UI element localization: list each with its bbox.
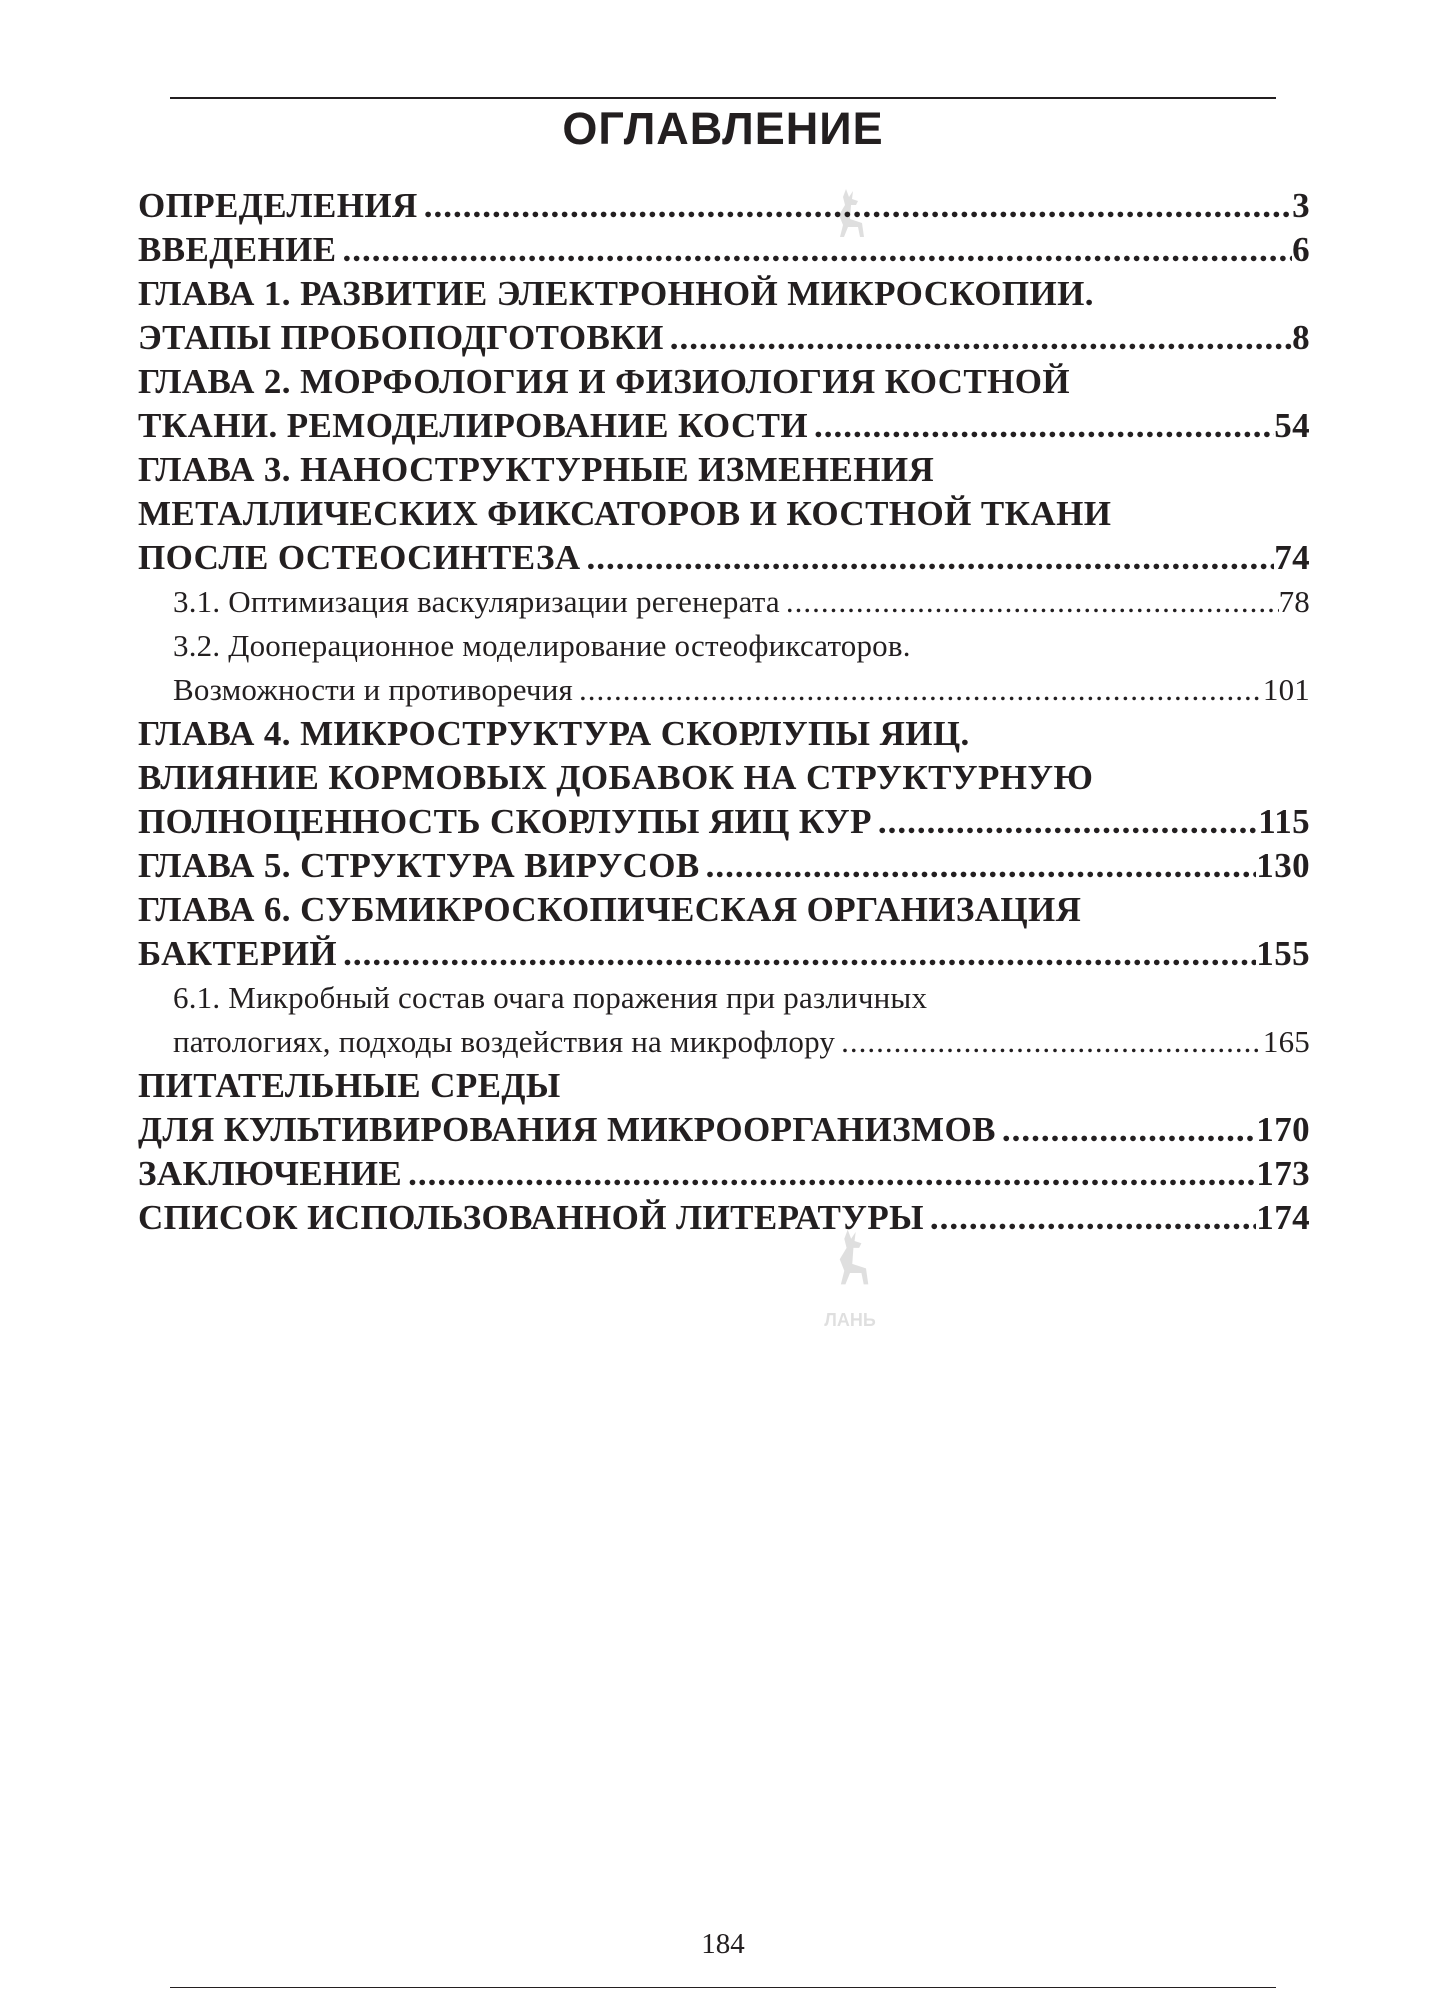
toc-entry	[138, 580, 1310, 624]
bottom-rule	[170, 1987, 1276, 1988]
dot-leader	[700, 844, 1257, 888]
toc-entry-page: 173	[1256, 1154, 1310, 1193]
toc-entry	[138, 756, 1310, 800]
toc-entry	[138, 844, 1310, 888]
dot-leader	[996, 1108, 1256, 1152]
toc-entry	[138, 228, 1310, 272]
toc-entry	[138, 316, 1310, 360]
toc-entry	[138, 184, 1310, 228]
toc-entry-title: 3.2. Дооперационное моделирование остеофиксаторов.	[173, 628, 911, 663]
toc-entry-title: 6.1. Микробный состав очага поражения при различных	[173, 980, 928, 1015]
toc-entry-title: ЭТАПЫ ПРОБОПОДГОТОВКИ	[138, 318, 664, 357]
toc-entry-page: 130	[1256, 846, 1310, 885]
dot-leader	[336, 228, 1292, 272]
toc-entry	[138, 448, 1310, 492]
toc-entry	[138, 1064, 1310, 1108]
toc-entry-title: ТКАНИ. РЕМОДЕЛИРОВАНИЕ КОСТИ	[138, 406, 809, 445]
dot-leader	[418, 184, 1292, 228]
toc-entry-page: 165	[1262, 1024, 1310, 1059]
toc-entry-title: ГЛАВА 2. МОРФОЛОГИЯ И ФИЗИОЛОГИЯ КОСТНОЙ	[138, 362, 1071, 401]
page-title: ОГЛАВЛЕНИЕ	[562, 103, 884, 154]
toc-entry	[138, 360, 1310, 404]
toc-entry-title: ЗАКЛЮЧЕНИЕ	[138, 1154, 403, 1193]
toc-entry-title: ГЛАВА 6. СУБМИКРОСКОПИЧЕСКАЯ ОРГАНИЗАЦИЯ	[138, 890, 1082, 929]
toc-entry-page: 78	[1278, 584, 1310, 619]
toc-entry-page: 74	[1274, 538, 1310, 577]
toc-entry-title: ГЛАВА 4. МИКРОСТРУКТУРА СКОРЛУПЫ ЯИЦ.	[138, 714, 970, 753]
toc-entry	[138, 932, 1310, 976]
toc-entry-title: ОПРЕДЕЛЕНИЯ	[138, 186, 418, 225]
dot-leader	[664, 316, 1292, 360]
toc-entry-page: 6	[1292, 230, 1310, 269]
toc-entry-page: 115	[1258, 802, 1310, 841]
toc-entry-title: БАКТЕРИЙ	[138, 934, 338, 973]
table-of-contents	[138, 184, 1310, 1240]
toc-entry	[138, 1108, 1310, 1152]
dot-leader	[581, 536, 1275, 580]
dot-leader	[337, 932, 1256, 976]
toc-entry-title: ГЛАВА 5. СТРУКТУРА ВИРУСОВ	[138, 846, 700, 885]
toc-entry-title: патологиях, подходы воздействия на микрофлору	[173, 1024, 836, 1059]
toc-entry	[138, 624, 1310, 668]
dot-leader	[835, 1020, 1263, 1064]
toc-entry	[138, 536, 1310, 580]
toc-entry-page: 101	[1262, 672, 1310, 707]
toc-entry-title: ГЛАВА 1. РАЗВИТИЕ ЭЛЕКТРОННОЙ МИКРОСКОПИИ.	[138, 274, 1094, 313]
toc-entry	[138, 492, 1310, 536]
toc-entry-page: 155	[1256, 934, 1310, 973]
dot-leader	[872, 800, 1258, 844]
toc-entry-title: МЕТАЛЛИЧЕСКИХ ФИКСАТОРОВ И КОСТНОЙ ТКАНИ	[138, 494, 1112, 533]
top-rule	[170, 97, 1276, 99]
dot-leader	[808, 404, 1274, 448]
dot-leader	[402, 1152, 1256, 1196]
page-number: 184	[701, 1928, 745, 1960]
dot-leader	[573, 668, 1263, 712]
toc-entry	[138, 668, 1310, 712]
toc-entry-title: СПИСОК ИСПОЛЬЗОВАННОЙ ЛИТЕРАТУРЫ	[138, 1198, 924, 1237]
toc-entry-title: ВЛИЯНИЕ КОРМОВЫХ ДОБАВОК НА СТРУКТУРНУЮ	[138, 758, 1094, 797]
publisher-watermark-logo	[810, 1225, 890, 1331]
toc-entry	[138, 888, 1310, 932]
toc-entry	[138, 800, 1310, 844]
toc-entry-page: 3	[1292, 186, 1310, 225]
toc-entry	[138, 1196, 1310, 1240]
toc-entry	[138, 404, 1310, 448]
toc-entry-title: ВВЕДЕНИЕ	[138, 230, 337, 269]
watermark-text: ЛАНЬ	[824, 1310, 876, 1330]
toc-entry-title: ДЛЯ КУЛЬТИВИРОВАНИЯ МИКРООРГАНИЗМОВ	[138, 1110, 996, 1149]
toc-entry-title: ПОСЛЕ ОСТЕОСИНТЕЗА	[138, 538, 581, 577]
toc-entry-title: ГЛАВА 3. НАНОСТРУКТУРНЫЕ ИЗМЕНЕНИЯ	[138, 450, 935, 489]
toc-entry-page: 170	[1256, 1110, 1310, 1149]
dot-leader	[924, 1196, 1256, 1240]
toc-entry-page: 8	[1292, 318, 1310, 357]
toc-entry	[138, 1152, 1310, 1196]
toc-entry-page: 54	[1274, 406, 1310, 445]
toc-entry-page: 174	[1256, 1198, 1310, 1237]
dot-leader	[780, 580, 1279, 624]
toc-entry-title: Возможности и противоречия	[173, 672, 573, 707]
toc-entry-title: ПИТАТЕЛЬНЫЕ СРЕДЫ	[138, 1066, 561, 1105]
toc-entry-title: 3.1. Оптимизация васкуляризации регенерата	[173, 584, 780, 619]
toc-entry-title: ПОЛНОЦЕННОСТЬ СКОРЛУПЫ ЯИЦ КУР	[138, 802, 872, 841]
toc-entry	[138, 272, 1310, 316]
toc-entry	[138, 712, 1310, 756]
toc-entry	[138, 976, 1310, 1020]
toc-entry	[138, 1020, 1310, 1064]
